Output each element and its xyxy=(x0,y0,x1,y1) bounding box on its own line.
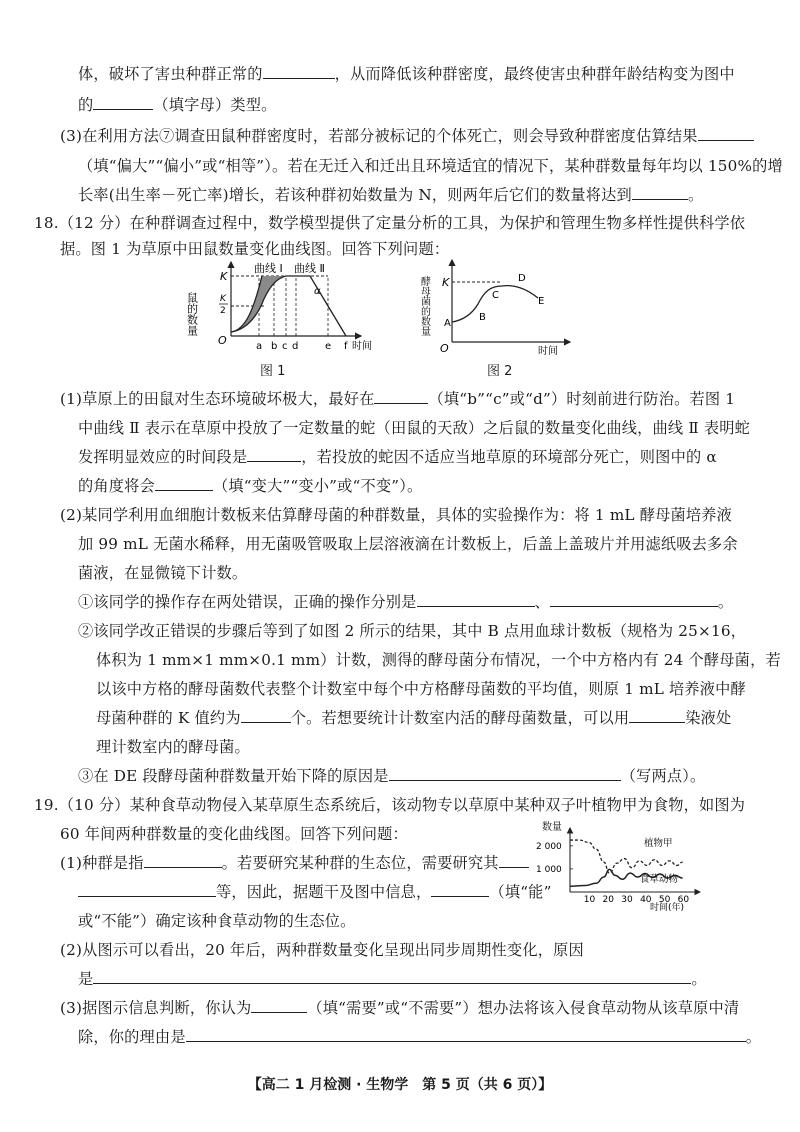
q19-xlabel: 时间(年) xyxy=(650,903,685,913)
fig2-origin: O xyxy=(440,342,449,355)
q19-y-tick-label: 1 000 xyxy=(536,864,562,875)
fig1-tick-a: a xyxy=(256,341,263,352)
fig2-ylabel: 酵母菌的数量 xyxy=(418,276,430,336)
answer-blank[interactable] xyxy=(263,64,335,79)
q19-part1-line-2: 等，因此，据题干及图中信息， （填“能” xyxy=(78,882,552,902)
fig2-point-e: E xyxy=(538,296,545,307)
q19-part2-line-2: 是 。 xyxy=(78,970,707,988)
fig1-tick-b: b xyxy=(271,341,278,352)
q17-part3-line-3: 长率(出生率－死亡率)增长，若该种群初始数量为 N，则两年后它们的数量将达到 。 xyxy=(78,186,704,204)
page-footer: 【高二 1 月检测 · 生物学 第 5 页（共 6 页）】 xyxy=(247,1077,553,1093)
q19-x-tick-label: 40 xyxy=(640,895,652,905)
q19-part3-line-1: (3)据图示信息判断，你认为 （填“需要”或“不需要”）想办法将该入侵食草动物从该草原中清 xyxy=(60,999,740,1017)
fig1-alpha-label: α xyxy=(314,286,321,297)
q18-sub2-line-4: 母菌种群的 K 值约为 个。若想要统计计数室内活的酵母菌数量，可以用 染液处 xyxy=(96,709,732,727)
answer-blank[interactable] xyxy=(251,998,307,1013)
fig1-shaded-area xyxy=(231,276,286,332)
q19-x-tick-label: 60 xyxy=(677,895,690,905)
q18-sub1: ①该同学的操作存在两处错误，正确的操作分别是 、 。 xyxy=(78,593,734,611)
q19-population-chart xyxy=(532,822,722,914)
answer-blank[interactable] xyxy=(417,592,535,607)
answer-blank[interactable] xyxy=(550,592,718,607)
q18-sub2-line-3: 以该中方格的酵母菌数代表整个计数室中每个中方格酵母菌数的平均值，则原 1 mL 培养液中酵 xyxy=(96,680,746,698)
fig2-point-a: A xyxy=(444,318,451,329)
q18-part1-line-1: (1)草原上的田鼠对生态环境破坏极大，最好在 （填“b”“c”或“d”）时刻前进行防治。若图 1 xyxy=(60,390,736,408)
figure-1-chart xyxy=(186,258,376,358)
fig2-xlabel: 时间 xyxy=(538,346,558,357)
q19-series-label: 食草动物 xyxy=(640,874,679,885)
fig2-point-d: D xyxy=(518,273,526,284)
q18-heading-line-1: 18.（12 分）在种群调查过程中，数学模型提供了定量分析的工具，为保护和管理生物多样性提供科学依 xyxy=(34,214,746,232)
figure-2-chart xyxy=(420,256,590,358)
fig2-k-label: K xyxy=(442,276,450,289)
answer-blank[interactable] xyxy=(93,95,153,110)
figure-1-caption: 图 1 xyxy=(260,364,286,379)
q18-sub2-line-5: 理计数室内的酵母菌。 xyxy=(96,738,250,756)
q19-ylabel: 数量 xyxy=(542,822,562,833)
fig2-point-c: C xyxy=(492,290,499,301)
q17-part3-line-1: (3)在利用方法⑦调查田鼠种群密度时，若部分被标记的个体死亡，则会导致种群密度估算结果 xyxy=(60,126,754,146)
q18-sub2-line-1: ②该同学改正错误的步骤后等到了如图 2 所示的结果，其中 B 点用血球计数板（规格为 25×16， xyxy=(78,622,747,640)
q19-part2-line-1: (2)从图示可以看出，20 年后，两种群数量变化呈现出同步周期性变化，原因 xyxy=(60,941,584,959)
q19-x-tick-label: 50 xyxy=(658,895,671,905)
fig1-tick-e: e xyxy=(325,341,332,352)
q18-sub2-line-2: 体积为 1 mm×1 mm×0.1 mm）计数，测得的酵母菌分布情况，一个中方格内有 24 个酵母菌，若 xyxy=(96,651,781,669)
fig1-xlabel: 时间 xyxy=(352,341,372,352)
q17-line-1: 体，破坏了害虫种群正常的 ，从而降低该种群密度，最终使害虫种群年龄结构变为图中 xyxy=(78,65,735,83)
q17-part3-line-2: （填“偏大”“偏小”或“相等”）。若在无迁入和迁出且环境适宜的情况下，某种群数量每年均以 150%的增 xyxy=(78,157,783,175)
q19-part1-line-1: (1)种群是指 。若要研究某种群的生态位，需要研究其 xyxy=(60,853,529,873)
q19-part3-line-2: 除，你的理由是 。 xyxy=(78,1028,762,1046)
answer-blank[interactable] xyxy=(499,853,529,868)
q19-x-tick-label: 10 xyxy=(583,895,596,905)
answer-blank[interactable] xyxy=(78,882,216,897)
fig1-origin: O xyxy=(218,334,227,347)
answer-blank[interactable] xyxy=(629,708,685,723)
fig1-curve1-label: 曲线 Ⅰ xyxy=(254,262,283,275)
q19-heading-line-2: 60 年间两种群数量的变化曲线图。回答下列问题： xyxy=(60,825,408,843)
q18-part2-line-2: 加 99 mL 无菌水稀释，用无菌吸管吸取上层溶液滴在计数板上，后盖上盖玻片并用滤纸吸去多余 xyxy=(78,535,738,553)
q18-sub3: ③在 DE 段酵母菌种群数量开始下降的原因是 （写两点）。 xyxy=(78,767,706,785)
q19-series-label: 植物甲 xyxy=(644,838,673,849)
answer-blank[interactable] xyxy=(632,185,688,200)
fig1-tick-c: c xyxy=(282,341,288,352)
answer-blank[interactable] xyxy=(186,1027,746,1042)
q19-part1-line-3: 或“不能”）确定该种食草动物的生态位。 xyxy=(78,912,356,930)
fig1-k-label: K xyxy=(220,270,228,283)
fig1-k2-num: K xyxy=(220,294,226,304)
fig1-k2-den: 2 xyxy=(220,306,226,316)
q18-part1-line-3: 发挥明显效应的时间段是 ，若投放的蛇因不适应当地草原的环境部分死亡，则图中的 α xyxy=(78,448,717,466)
q19-heading-line-1: 19.（10 分）某种食草动物侵入某草原生态系统后，该动物专以草原中某种双子叶植物甲为食物，如图为 xyxy=(34,796,746,814)
answer-blank[interactable] xyxy=(155,476,213,491)
fig1-ylabel: 鼠的数量 xyxy=(185,292,199,336)
q18-heading-line-2: 据。图 1 为草原中田鼠数量变化曲线图。回答下列问题： xyxy=(60,240,450,258)
q19-x-tick-label: 30 xyxy=(621,895,633,905)
q17-line-2: 的 （填字母）类型。 xyxy=(78,96,277,114)
figure-2-caption: 图 2 xyxy=(487,364,513,379)
answer-blank[interactable] xyxy=(374,389,428,404)
q18-part2-line-1: (2)某同学利用血细胞计数板来估算酵母菌的种群数量，具体的实验操作为：将 1 mL 酵母菌培养液 xyxy=(60,506,733,524)
q18-part1-line-2: 中曲线 Ⅱ 表示在草原中投放了一定数量的蛇（田鼠的天敌）之后鼠的数量变化曲线，曲线 Ⅱ 表明蛇 xyxy=(78,419,751,437)
answer-blank[interactable] xyxy=(431,882,489,897)
q19-y-tick-label: 2 000 xyxy=(536,841,562,852)
answer-blank[interactable] xyxy=(144,853,222,868)
q18-part2-line-3: 菌液，在显微镜下计数。 xyxy=(78,564,248,582)
fig1-curve2-label: 曲线 Ⅱ xyxy=(294,262,325,275)
fig2-point-b: B xyxy=(479,312,486,323)
fig1-tick-f: f xyxy=(344,341,348,352)
answer-blank[interactable] xyxy=(698,126,754,141)
answer-blank[interactable] xyxy=(93,969,691,984)
answer-blank[interactable] xyxy=(247,447,301,462)
q19-x-tick-label: 20 xyxy=(602,895,614,905)
q18-part1-line-4: 的角度将会 （填“变大”“变小”或“不变”）。 xyxy=(78,477,423,495)
answer-blank[interactable] xyxy=(241,708,291,723)
fig1-tick-d: d xyxy=(292,341,299,352)
answer-blank[interactable] xyxy=(389,766,621,781)
